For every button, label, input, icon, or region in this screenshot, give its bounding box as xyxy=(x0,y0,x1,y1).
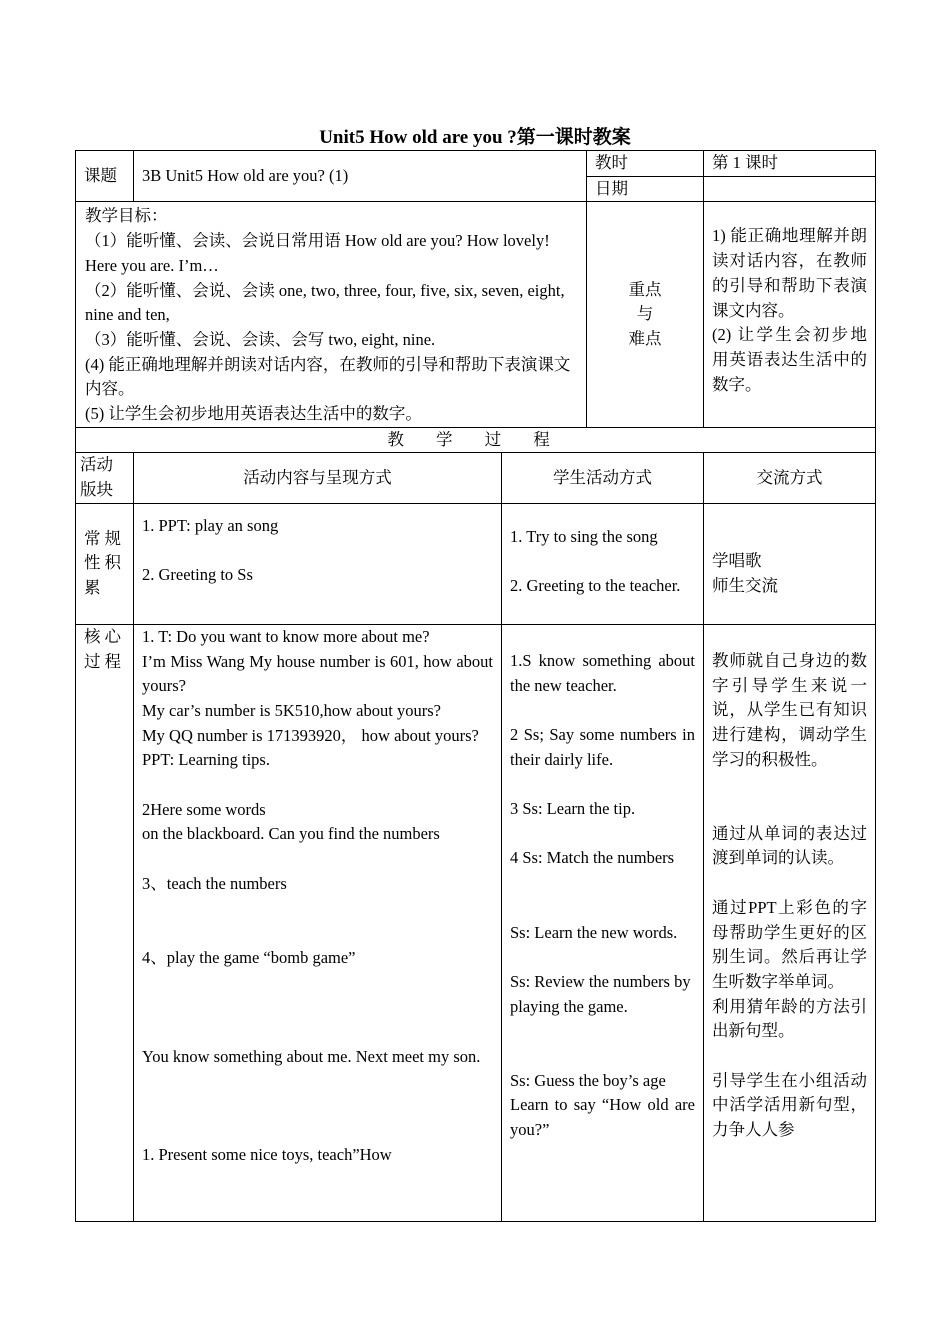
objective-item: （1）能听懂、会读、会说日常用语 How old are you? How lovely! Here you are. I’m… xyxy=(85,231,550,275)
core-student-item: 3 Ss: Learn the tip. xyxy=(510,799,636,819)
core-label: 核心过程 xyxy=(76,624,134,1221)
routine-content-item: 1. PPT: play an song xyxy=(142,515,279,535)
core-student-item: 1.S know something about the new teacher. xyxy=(510,650,695,695)
core-exchange-item: 通过从单词的表达过渡到单词的认读。 xyxy=(712,823,867,868)
objective-item: (4) 能正确地理解并朗读对话内容，在教师的引导和帮助下表演课文内容。 xyxy=(85,354,571,399)
core-student-item: 2 Ss; Say some numbers in their dairly life. xyxy=(510,724,695,769)
core-student-item: Learn to say “How old are you?” xyxy=(510,1095,695,1140)
core-content-item: 3、teach the numbers xyxy=(142,873,287,893)
key-label-line: 与 xyxy=(636,304,654,324)
core-content-item: I’m Miss Wang My house number is 601, how about yours? xyxy=(142,651,493,696)
routine-student-item: 2. Greeting to the teacher. xyxy=(510,576,681,596)
core-student-item: 4 Ss: Match the numbers xyxy=(510,848,675,868)
document-title: Unit5 How old are you ?第一课时教案 xyxy=(319,127,631,148)
col-header-block: 活动版块 xyxy=(76,453,134,503)
routine-label: 常规性积累 xyxy=(76,503,134,624)
core-content-item: 4、play the game “bomb game” xyxy=(142,947,356,967)
date-label: 日期 xyxy=(587,176,704,202)
core-content-item: 1. T: Do you want to know more about me? xyxy=(142,626,430,646)
objectives-cell xyxy=(76,202,587,427)
routine-exchange-item: 师生交流 xyxy=(712,575,778,595)
process-heading xyxy=(76,427,876,453)
routine-content-item: 2. Greeting to Ss xyxy=(142,565,253,585)
routine-content xyxy=(134,503,502,624)
col-header-exchange: 交流方式 xyxy=(704,453,876,503)
key-points-label xyxy=(587,202,704,427)
process-heading-text: 教 学 过 程 xyxy=(387,429,564,449)
objective-item: （3）能听懂、会说、会读、会写 two, eight, nine. xyxy=(85,329,436,349)
objectives-heading: 教学目标： xyxy=(85,206,168,226)
key-points-cell xyxy=(704,202,876,427)
core-student xyxy=(502,624,704,1221)
core-exchange-item: 教师就自己身边的数字引导学生来说一说，从学生已有知识进行建构，调动学生学习的积极性。 xyxy=(712,650,867,769)
core-exchange xyxy=(704,624,876,1221)
routine-exchange-item: 学唱歌 xyxy=(712,550,762,570)
core-content-item: My car’s number is 5K510,how about yours? xyxy=(142,700,441,720)
core-student-item: Ss: Learn the new words. xyxy=(510,922,678,942)
core-content-item: on the blackboard. Can you find the numbers xyxy=(142,824,440,844)
key-label-line: 重点 xyxy=(628,279,662,299)
key-point: (2) 让学生会初步地用英语表达生活中的数字。 xyxy=(712,325,867,394)
period-value: 第 1 课时 xyxy=(704,151,876,177)
lesson-plan-table xyxy=(75,150,876,1222)
core-content-item: You know something about me. Next meet my son. xyxy=(142,1046,481,1066)
col-header-student: 学生活动方式 xyxy=(502,453,704,503)
objective-item: (5) 让学生会初步地用英语表达生活中的数字。 xyxy=(85,404,422,424)
core-content-item: 1. Present some nice toys, teach”How xyxy=(142,1145,392,1165)
topic-value: 3B Unit5 How old are you? (1) xyxy=(134,151,587,202)
key-label-line: 难点 xyxy=(628,328,662,348)
core-student-item: Ss: Review the numbers by playing the game. xyxy=(510,971,691,1016)
core-exchange-item: 利用猜年龄的方法引出新句型。 xyxy=(712,996,867,1041)
core-exchange-item: 通过PPT上彩色的字母帮助学生更好的区别生词。然后再让学生听数字举单词。 xyxy=(712,897,867,991)
core-content-item: PPT: Learning tips. xyxy=(142,750,270,770)
objective-item: （2）能听懂、会说、会读 one, two, three, four, five, six, seven, eight, nine and ten, xyxy=(85,280,565,325)
date-value xyxy=(704,176,876,202)
core-content-item: My QQ number is 171393920， how about yours? xyxy=(142,725,479,745)
core-exchange-item: 引导学生在小组活动中活学活用新句型，力争人人参 xyxy=(712,1070,867,1140)
period-label: 教时 xyxy=(587,151,704,177)
core-content xyxy=(134,624,502,1221)
routine-exchange xyxy=(704,503,876,624)
routine-student-item: 1. Try to sing the song xyxy=(510,526,658,546)
col-header-content: 活动内容与呈现方式 xyxy=(134,453,502,503)
key-point: 1) 能正确地理解并朗读对话内容，在教师的引导和帮助下表演课文内容。 xyxy=(712,226,867,320)
core-student-item: Ss: Guess the boy’s age xyxy=(510,1070,666,1090)
core-content-item: 2Here some words xyxy=(142,799,266,819)
routine-student xyxy=(502,503,704,624)
topic-label: 课题 xyxy=(76,151,134,202)
